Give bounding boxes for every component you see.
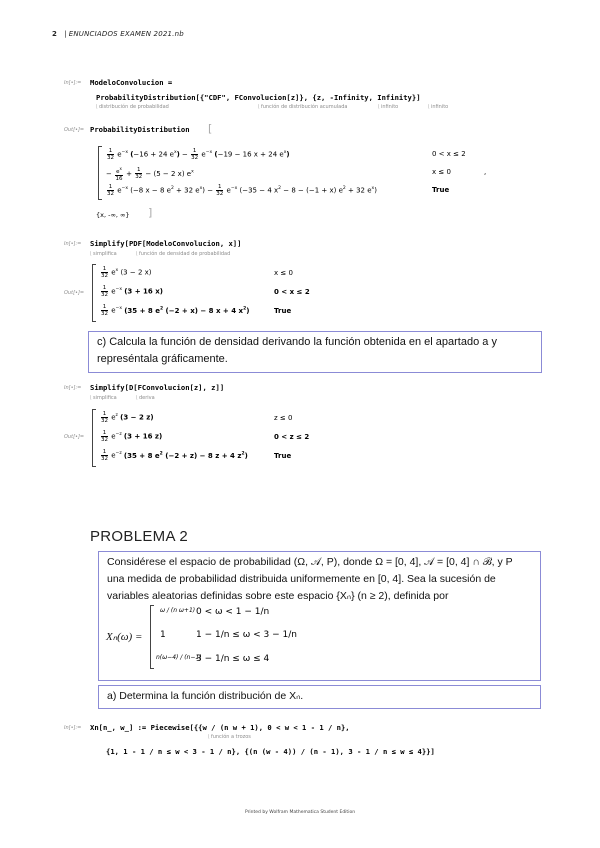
hint-simplifica: ⌊ simplifica	[90, 251, 117, 257]
input-label: In[•]:=	[64, 241, 82, 247]
page-header	[52, 30, 184, 38]
case-1-cond: 0 < ω < 1 − 1/n	[196, 607, 270, 617]
out1-cond-1: 0 < x ≤ 2	[432, 150, 466, 158]
case-1-value: ω / (n ω+1)	[160, 607, 196, 614]
hint-piecewise: ⌊ función a trozos	[208, 734, 251, 740]
case-3-value: n(ω−4) / (n−1)	[156, 654, 202, 661]
out1-trailing-comma: ,	[484, 168, 487, 176]
problem-2a-text: a) Determina la función distribución de Xₙ.	[107, 690, 304, 702]
hint-infinito-1: ⌊ infinito	[378, 104, 398, 110]
page-footer: Printed by Wolfram Mathematica Student Edition	[244, 810, 356, 815]
out3-row-1: $\frac{1}{32}$ $e^z$ (3 − 2 z)	[101, 411, 154, 424]
hint-densidad: ⌊ función de densidad de probabilidad	[136, 251, 230, 257]
out3-cond-2: 0 < z ≤ 2	[274, 433, 310, 441]
problem-2a-box	[98, 685, 541, 709]
piecewise-brace	[92, 264, 96, 322]
problem-2-box	[98, 551, 541, 681]
out2-row-1: $\frac{1}{32}$ $e^x$ (3 − 2 x)	[101, 266, 152, 279]
out1-row-2: − $\frac{e^x}{16}$ + $\frac{1}{32}$ − (5 − 2 x) $e^x$	[106, 166, 194, 182]
out3-cond-1: z ≤ 0	[274, 414, 293, 422]
out1-row-3: $\frac{1}{32}$ $e^{-x}$ (−8 x − 8 $e^2 + 32$ $e^x$) − $\frac{1}{32}$ $e^{-x}$ (−35 − 4 $x^2 - 8 - (-1 + x) e^2 + 32$ $e^x$)	[107, 184, 377, 197]
hint-infinito-2: ⌊ infinito	[428, 104, 448, 110]
page-number: 2	[52, 30, 57, 38]
piecewise-brace	[92, 409, 96, 467]
out1-row-1: $\frac{1}{32}$ $e^{-x}$ (−16 + 24 $e^x$) − $\frac{1}{32}$ $e^{-x}$ (−19 − 16 x + 24 $e^x$)	[107, 148, 290, 161]
hint-funcion-distribucion: ⌊ función de distribución acumulada	[258, 104, 347, 110]
case-2-cond: 1 − 1/n ≤ ω < 3 − 1/n	[196, 630, 297, 640]
section-heading: PROBLEMA 2	[90, 528, 189, 545]
problem-2-intro-2: una medida de probabilidad distribuida uniformemente en [0, 4]. Sea la sucesión de	[107, 573, 496, 585]
notebook-title: ENUNCIADOS EXAMEN 2021.nb	[68, 30, 184, 38]
out2-row-2: $\frac{1}{32}$ $e^{-x}$ (3 + 16 x)	[101, 285, 163, 298]
code-xn-line-2[interactable]: {1, 1 - 1 / n ≤ w < 3 - 1 / n}, {(n (w - 4)) / (n - 1), 3 - 1 / n ≤ w ≤ 4}}]	[106, 747, 435, 756]
close-bracket: ]	[148, 206, 153, 219]
input-label: In[•]:=	[64, 725, 82, 731]
out3-row-3: $\frac{1}{32}$ $e^{-z}$ (35 + 8 $e^2$ (−2 + z) − 8 z + 4 $z^2$)	[101, 449, 248, 462]
piecewise-brace	[98, 146, 102, 200]
input-label: In[•]:=	[64, 80, 82, 86]
output-head: ProbabilityDistribution	[90, 125, 190, 134]
out3-row-2: $\frac{1}{32}$ $e^{-z}$ (3 + 16 z)	[101, 430, 163, 443]
input-label: In[•]:=	[64, 385, 82, 391]
problem-2-intro-1: Considérese el espacio de probabilidad (Ω, 𝒜, P), donde Ω = [0, 4], 𝒜 = [0, 4] ∩ ℬ, y P	[107, 556, 513, 568]
out1-domain: {x, -∞, ∞}	[96, 211, 130, 219]
code-simplify-d[interactable]: Simplify[D[FConvolucion[z], z]]	[90, 383, 225, 392]
code-line-probdist[interactable]: ProbabilityDistribution[{"CDF", FConvolucion[z]}, {z, -Infinity, Infinity}]	[96, 93, 421, 102]
out2-row-3: $\frac{1}{32}$ $e^{-x}$ (35 + 8 $e^2$ (−2 + x) − 8 x + 4 $x^2$)	[101, 304, 250, 317]
problem-2-intro-3: variables aleatorias definidas sobre este espacio {Xₙ} (n ≥ 2), definida por	[107, 590, 449, 602]
out2-cond-3: True	[274, 307, 292, 315]
cases-brace	[150, 605, 154, 669]
code-line-modelo[interactable]: ModeloConvolucion =	[90, 78, 173, 87]
output-label: Out[•]=	[64, 127, 85, 133]
hint-distribucion: ⌊ distribución de probabilidad	[96, 104, 169, 110]
exercise-c-text: c) Calcula la función de densidad derivando la función obtenida en el apartado a y represéntala gráficamente.	[97, 336, 497, 365]
out1-cond-2: x ≤ 0	[432, 168, 451, 176]
out2-cond-1: x ≤ 0	[274, 269, 293, 277]
out2-cond-2: 0 < x ≤ 2	[274, 288, 310, 296]
hint-deriva: ⌊ deriva	[136, 395, 155, 401]
code-simplify-pdf[interactable]: Simplify[PDF[ModeloConvolucion, x]]	[90, 239, 242, 248]
out3-cond-3: True	[274, 452, 292, 460]
exercise-c-box	[88, 331, 542, 373]
out1-cond-3: True	[432, 186, 450, 194]
open-bracket: [	[208, 122, 213, 135]
xn-lhs: Xₙ(ω) =	[106, 631, 143, 643]
case-2-value: 1	[160, 630, 166, 640]
output-label: Out[•]=	[64, 290, 85, 296]
hint-simplifica: ⌊ simplifica	[90, 395, 117, 401]
header-separator: |	[64, 30, 67, 38]
code-xn-line-1[interactable]: Xn[n_, w_] := Piecewise[{{w / (n w + 1), 0 < w < 1 - 1 / n},	[90, 723, 350, 732]
case-3-cond: 3 − 1/n ≤ ω ≤ 4	[196, 654, 270, 664]
output-label: Out[•]=	[64, 434, 85, 440]
